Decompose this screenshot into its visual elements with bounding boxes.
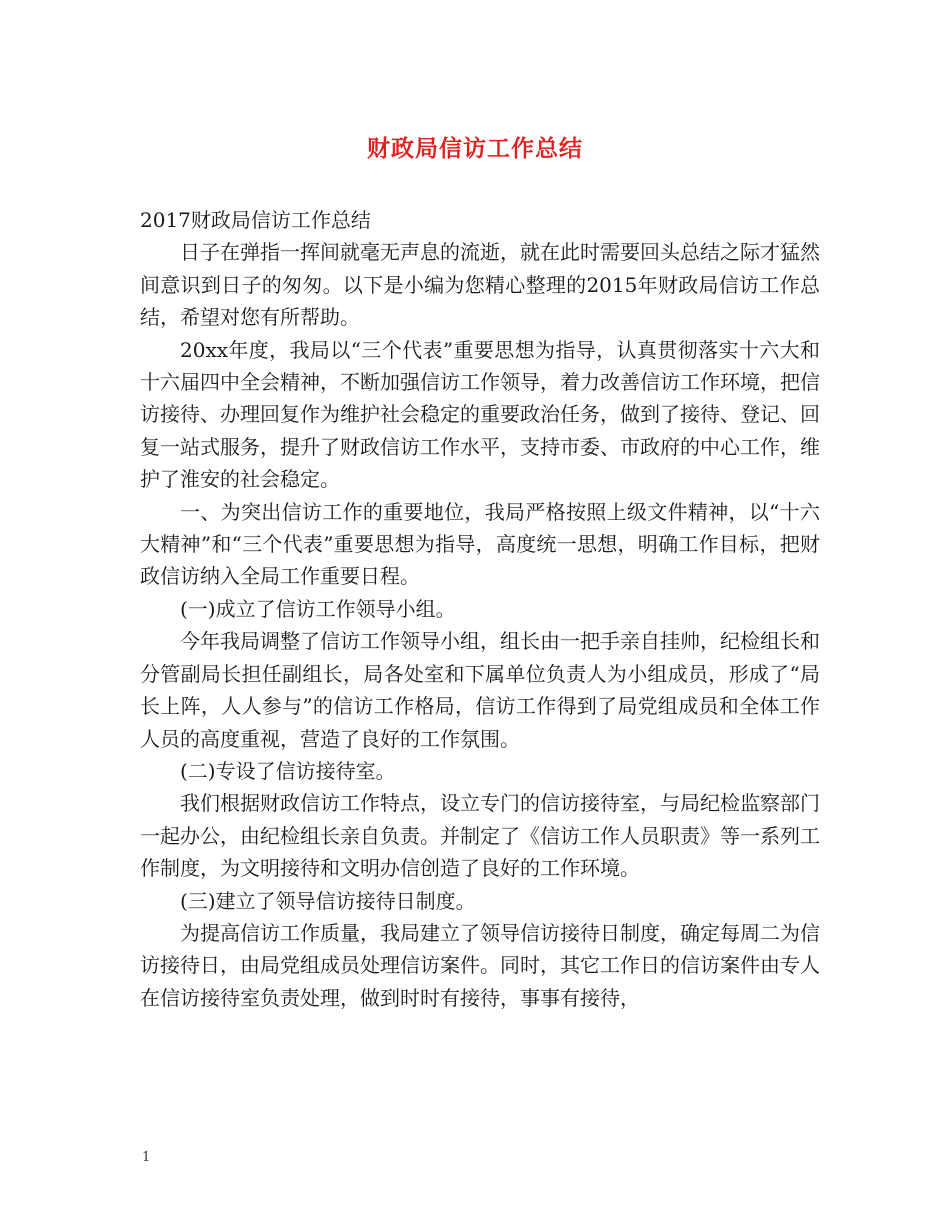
document-title: 财政局信访工作总结 <box>367 136 583 162</box>
paragraph: 日子在弹指一挥间就毫无声息的流逝，就在此时需要回头总结之际才猛然间意识到日子的匆匆。以下是小编为您精心整理的2015年财政局信访工作总结，希望对您有所帮助。 <box>140 240 820 330</box>
paragraph: 我们根据财政信访工作特点，设立专门的信访接待室，与局纪检监察部门一起办公，由纪检组长亲自负责。并制定了《信访工作人员职责》等一系列工作制度，为文明接待和文明办信创造了良好的工作环境。 <box>140 791 820 881</box>
paragraph: 今年我局调整了信访工作领导小组，组长由一把手亲自挂帅，纪检组长和分管副局长担任副组长，局各处室和下属单位负责人为小组成员，形成了“局长上阵，人人参与”的信访工作格局，信访工作得到了局党组成员和全体工作人员的高度重视，营造了良好的工作氛围。 <box>140 629 820 751</box>
paragraph: 为提高信访工作质量，我局建立了领导信访接待日制度，确定每周二为信访接待日，由局党组成员处理信访案件。同时，其它工作日的信访案件由专人在信访接待室负责处理，做到时时有接待，事事有接待， <box>140 920 820 1010</box>
page-number: 1 <box>142 1150 151 1165</box>
paragraph: 一、为突出信访工作的重要地位，我局严格按照上级文件精神，以“十六大精神”和“三个代表”重要思想为指导，高度统一思想，明确工作目标，把财政信访纳入全局工作重要日程。 <box>140 499 820 589</box>
section-heading: (二)专设了信访接待室。 <box>180 758 396 783</box>
section-heading: (一)成立了信访工作领导小组。 <box>180 596 456 621</box>
paragraph: 20xx年度，我局以“三个代表”重要思想为指导，认真贯彻落实十六大和十六届四中全会精神，不断加强信访工作领导，着力改善信访工作环境，把信访接待、办理回复作为维护社会稳定的重要政治任务，做到了接待、登记、回复一站式服务，提升了财政信访工作水平，支持市委、市政府的中心工作，维护了淮安的社会稳定。 <box>140 337 820 492</box>
document-subtitle: 2017财政局信访工作总结 <box>140 208 371 232</box>
section-heading: (三)建立了领导信访接待日制度。 <box>180 888 476 913</box>
document-body <box>140 204 820 1014</box>
